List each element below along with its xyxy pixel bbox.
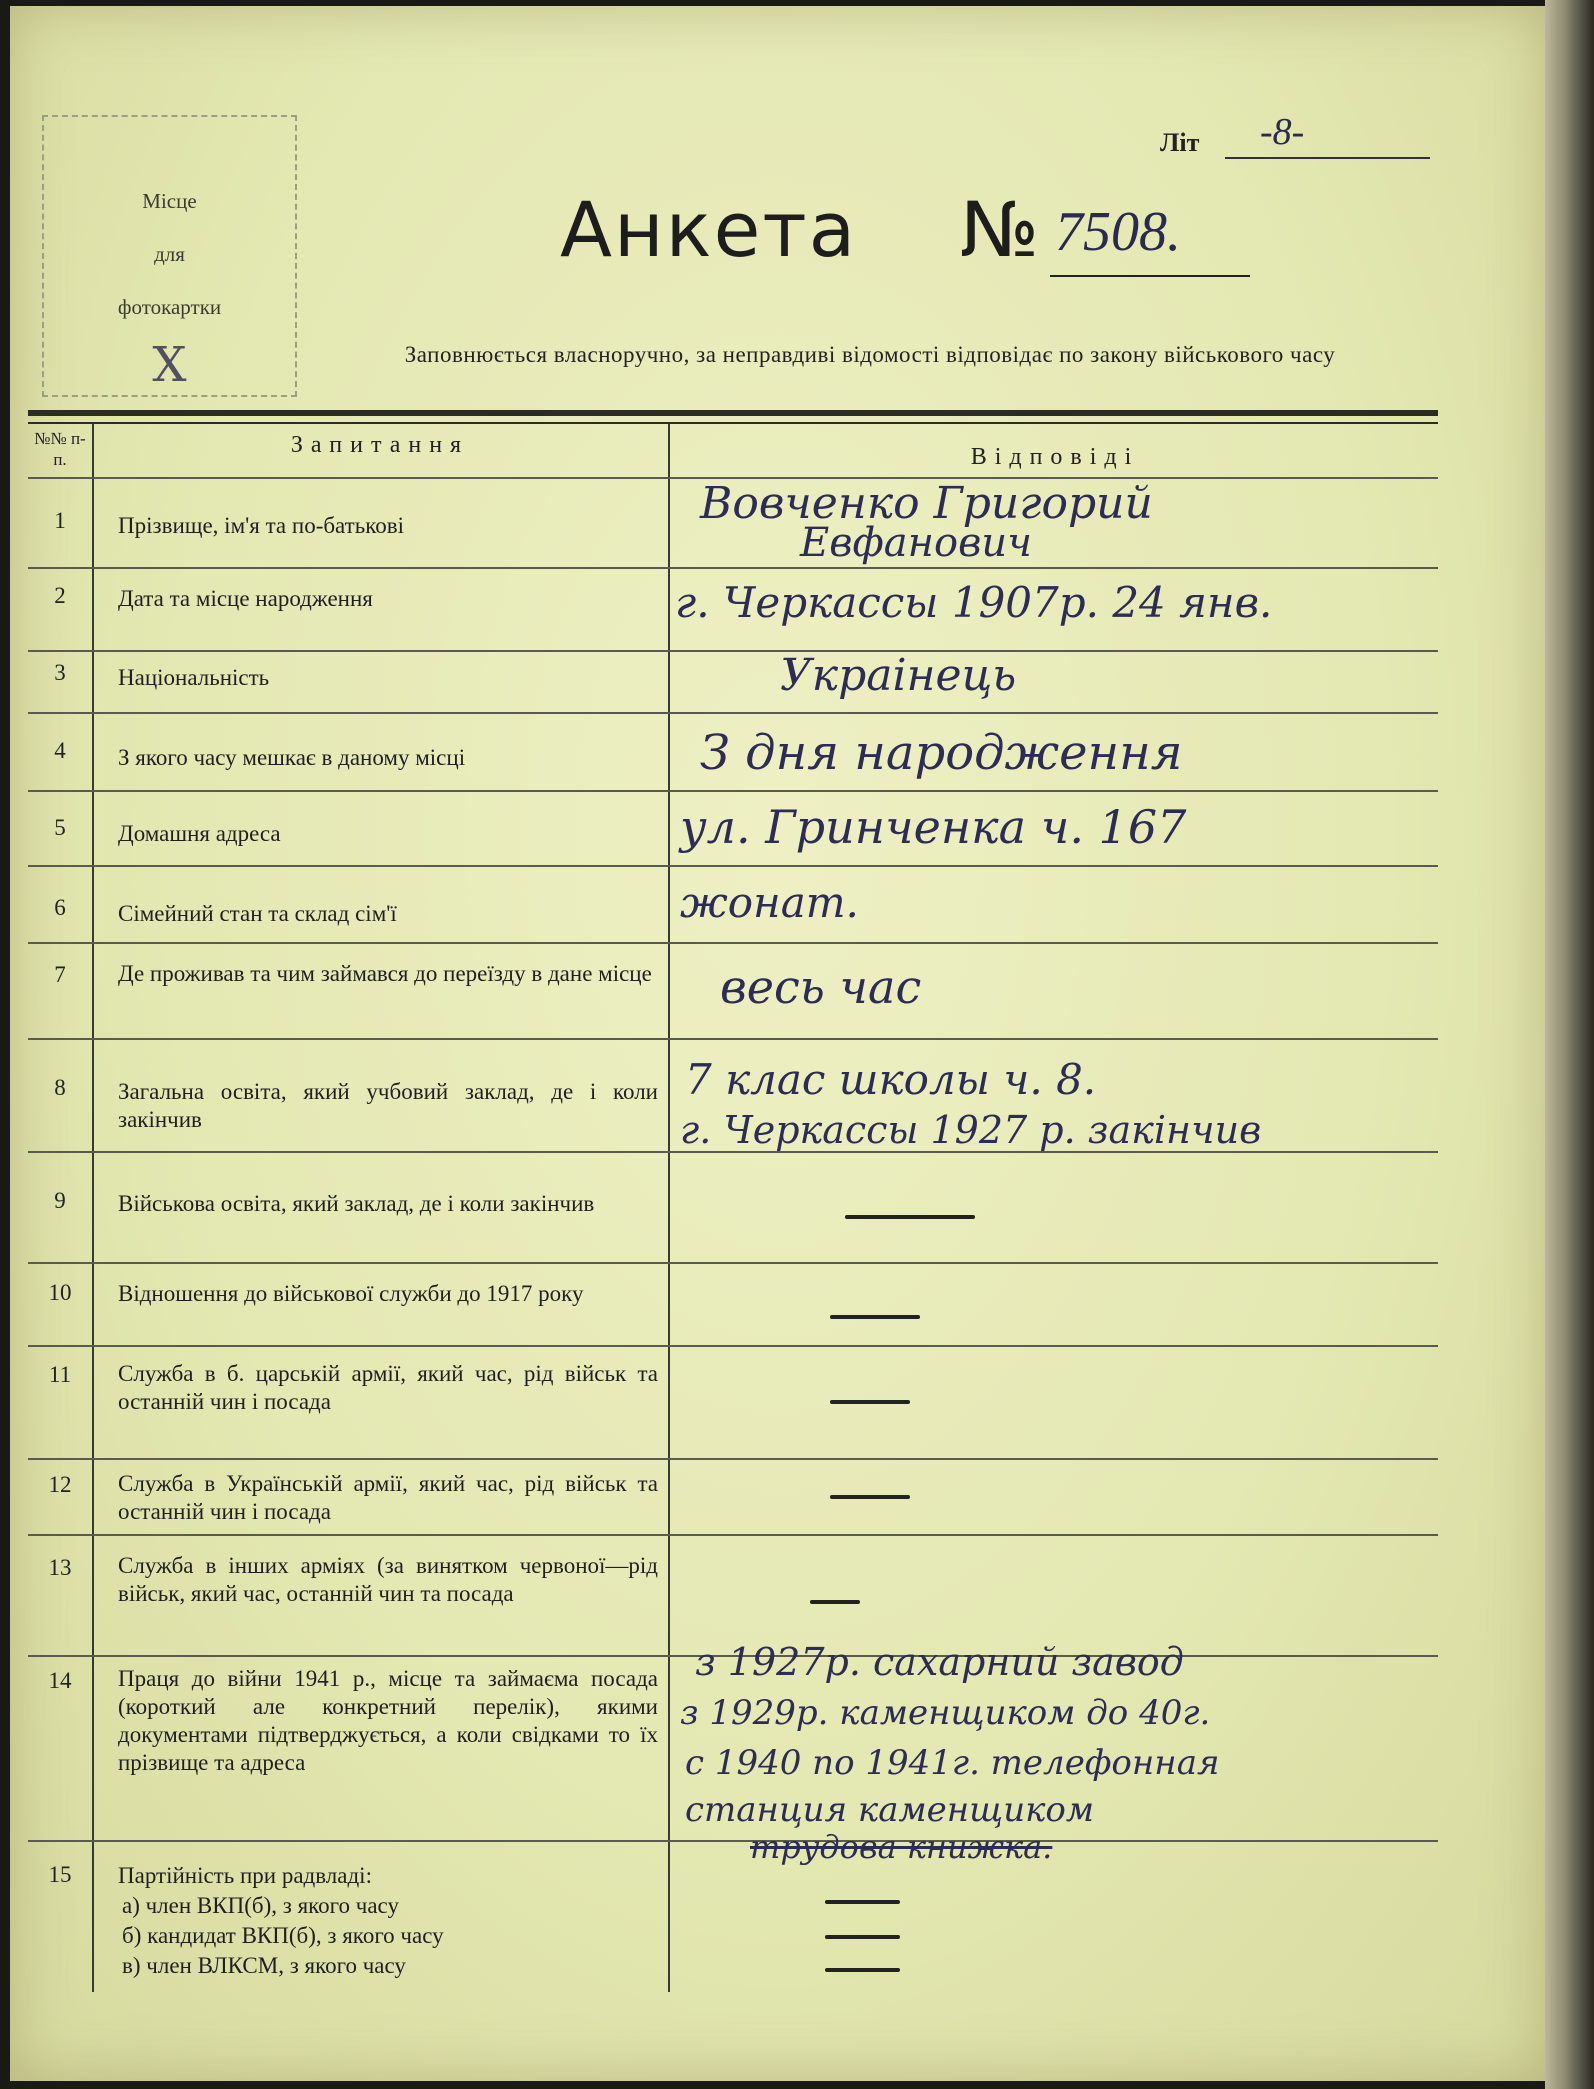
answer-text: с 1940 по 1941г. телефонная xyxy=(685,1743,1220,1783)
answer-dash xyxy=(810,1600,860,1604)
answer-dash xyxy=(845,1215,975,1219)
row-number: 12 xyxy=(48,1472,72,1497)
row-number: 6 xyxy=(54,895,66,920)
row-number: 15 xyxy=(48,1862,72,1887)
answer-dash xyxy=(830,1400,910,1404)
lit-underline xyxy=(1225,157,1430,159)
header-rule-thin xyxy=(28,422,1438,424)
question-text: Праця до війни 1941 р., місце та займаєма посада (короткий але конкретний перелік), якими документами підтверджується, а коли свідками то їх прізвище та адреса xyxy=(118,1666,658,1775)
answer-text: г. Черкассы 1927 р. закінчив xyxy=(680,1108,1262,1152)
row-divider xyxy=(28,1458,1438,1460)
answer-text: Вовченко Григорий xyxy=(700,478,1153,529)
answer-text: з 1927р. сахарний завод xyxy=(695,1640,1184,1684)
row-number: 1 xyxy=(54,508,66,533)
row-number: 5 xyxy=(54,815,66,840)
photo-label-line1: Місце xyxy=(142,189,197,213)
question-text: Військова освіта, який заклад, де і коли закінчив xyxy=(118,1191,595,1216)
row-number: 3 xyxy=(54,660,66,685)
row-divider xyxy=(28,1345,1438,1347)
answer-text: ул. Гринченка ч. 167 xyxy=(680,800,1187,854)
row-divider xyxy=(28,1262,1438,1264)
question-text: Дата та місце народження xyxy=(118,586,373,611)
answer-dash xyxy=(830,1495,910,1499)
question-text: З якого часу мешкає в даному місці xyxy=(118,745,466,770)
row-divider xyxy=(28,567,1438,569)
row-divider xyxy=(28,865,1438,867)
answer-text: весь час xyxy=(720,960,922,1014)
photo-mark: X xyxy=(152,337,187,393)
question-text: Служба в інших арміях (за винятком червоної—рід військ, який час, останній чин та посада xyxy=(118,1553,658,1606)
answer-text: з 1929р. каменщиком до 40г. xyxy=(680,1693,1211,1733)
lit-label: Літ xyxy=(1160,128,1200,157)
answer-text: станция каменщиком xyxy=(685,1790,1095,1830)
row-number: 11 xyxy=(48,1362,72,1387)
column-header-question: Запитання xyxy=(290,432,470,458)
answer-dash xyxy=(825,1900,900,1904)
page-edge xyxy=(1545,0,1594,2089)
question-text: Домашня адреса xyxy=(118,821,281,846)
row-divider xyxy=(28,790,1438,792)
answer-dash xyxy=(830,1315,920,1319)
photo-label-line2: для xyxy=(154,242,185,266)
row-divider xyxy=(28,712,1438,714)
answer-text: трудова книжка. xyxy=(750,1828,1053,1866)
column-divider-answer xyxy=(668,424,670,1992)
row-number: 7 xyxy=(54,962,66,987)
answer-text: г. Черкассы 1907р. 24 янв. xyxy=(675,578,1273,627)
question-subitem: в) член ВЛКСМ, з якого часу xyxy=(122,1953,406,1978)
row-number: 9 xyxy=(54,1188,66,1213)
question-text: Сімейний стан та склад сім'ї xyxy=(118,901,397,926)
question-text: Загальна освіта, який учбовий заклад, де і коли закінчив xyxy=(118,1079,658,1132)
row-number: 13 xyxy=(48,1555,72,1580)
question-text: Партійність при радвладі: xyxy=(118,1863,372,1888)
lit-value: -8- xyxy=(1260,111,1305,153)
instruction-text: Заповнюється власноручно, за неправдиві відомості відповідає по закону військового часу xyxy=(404,342,1336,367)
row-divider xyxy=(28,1534,1438,1536)
answer-text: 7 клас школы ч. 8. xyxy=(685,1055,1097,1104)
column-divider-number xyxy=(92,424,94,1992)
question-text: Національність xyxy=(118,665,270,690)
question-text: Де проживав та чим займався до переїзду в дане місце xyxy=(118,961,652,986)
answer-dash xyxy=(825,1968,900,1972)
answer-dash xyxy=(825,1935,900,1939)
question-subitem: б) кандидат ВКП(б), з якого часу xyxy=(122,1923,444,1948)
row-number: 4 xyxy=(54,738,66,763)
question-text: Служба в Українській армії, який час, рід військ та останній чин і посада xyxy=(118,1471,658,1524)
page-title: Анкета xyxy=(560,185,858,274)
question-text: Служба в б. царській армії, який час, рід військ та останній чин і посада xyxy=(118,1361,658,1414)
photo-placeholder xyxy=(42,115,297,397)
row-number: 10 xyxy=(48,1280,72,1305)
answer-text: Украінець xyxy=(780,650,1017,701)
form-number: 7508. xyxy=(1055,201,1181,263)
header-rule-thick xyxy=(28,410,1438,416)
column-header-number: №№ п-п. xyxy=(34,429,86,469)
row-divider xyxy=(28,1840,1438,1842)
title-number-sign: № xyxy=(960,185,1040,274)
row-number: 8 xyxy=(54,1075,66,1100)
column-header-answer: Відповіді xyxy=(970,444,1140,470)
question-text: Відношення до військової служби до 1917 року xyxy=(118,1281,584,1306)
row-divider xyxy=(28,942,1438,944)
row-divider xyxy=(28,650,1438,652)
question-subitem: а) член ВКП(б), з якого часу xyxy=(122,1893,399,1918)
form-number-underline xyxy=(1050,275,1250,277)
row-number: 2 xyxy=(54,583,66,608)
answer-text: жонат. xyxy=(680,878,859,927)
row-divider xyxy=(28,1038,1438,1040)
photo-label-line3: фотокартки xyxy=(117,295,222,319)
answer-text: Евфанович xyxy=(800,520,1032,566)
answer-text: З дня народження xyxy=(700,725,1183,781)
row-number: 14 xyxy=(48,1668,72,1693)
question-text: Прізвище, ім'я та по-батькові xyxy=(118,513,404,538)
